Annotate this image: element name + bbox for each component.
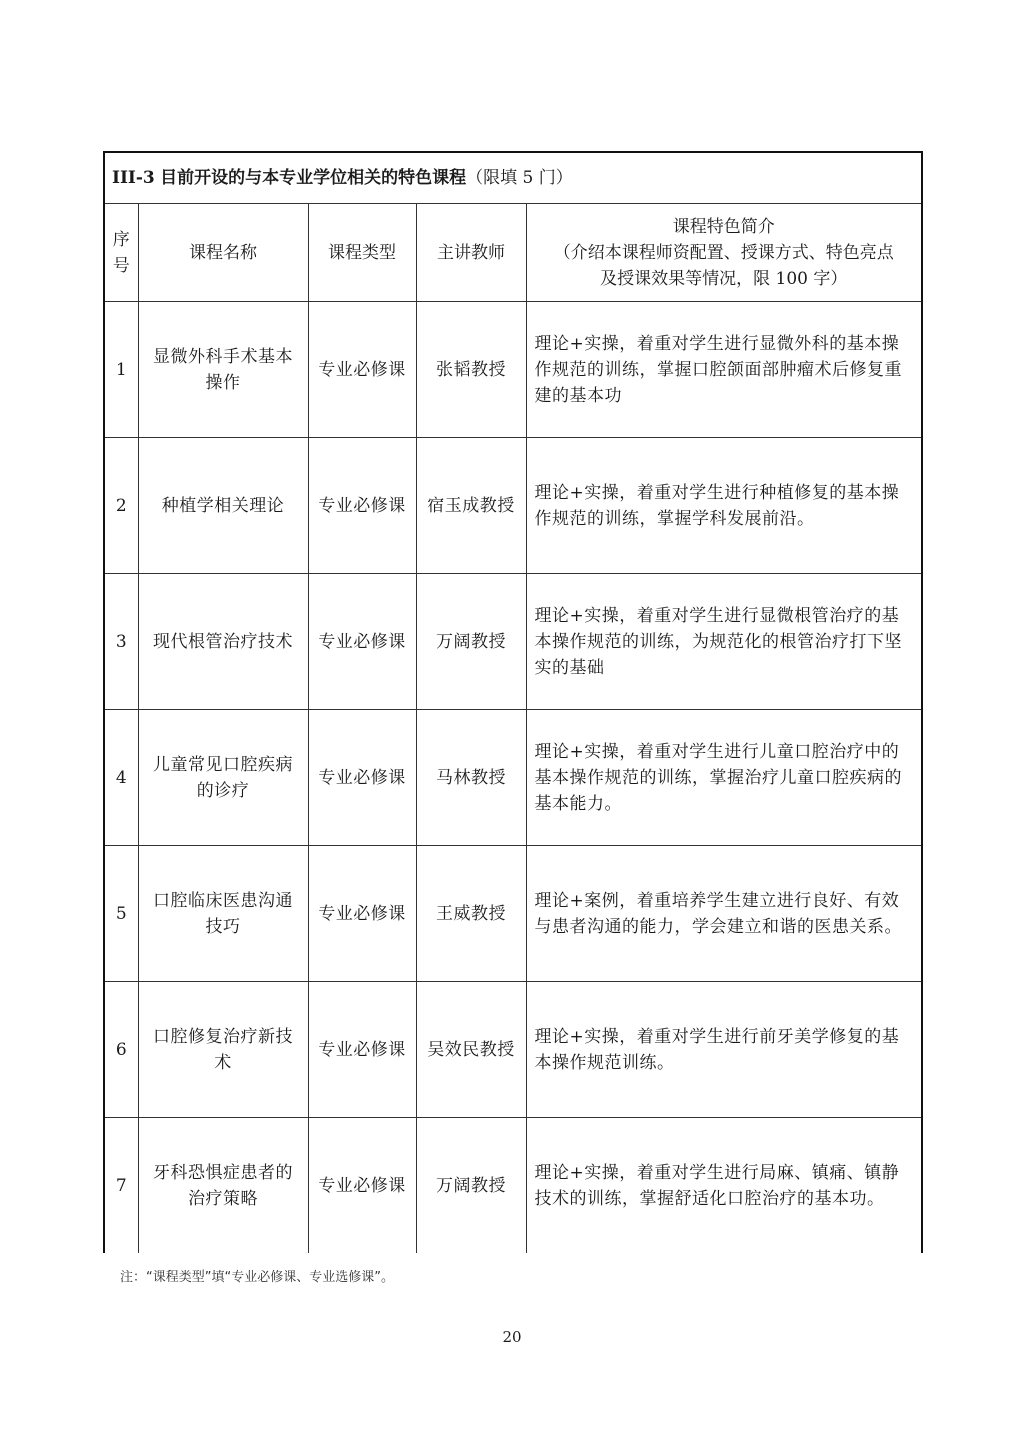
- header-course-type: 课程类型: [308, 204, 416, 302]
- course-index: 1: [104, 302, 138, 438]
- course-description: 理论+实操，着重对学生进行种植修复的基本操作规范的训练，掌握学科发展前沿。: [526, 438, 922, 574]
- course-description: 理论+实操，着重对学生进行局麻、镇痛、镇静技术的训练，掌握舒适化口腔治疗的基本功。: [526, 1118, 922, 1254]
- header-index: 序号: [104, 204, 138, 302]
- section-limit-note: （限填 5 门）: [466, 168, 573, 188]
- course-type: 专业必修课: [308, 574, 416, 710]
- course-index: 6: [104, 982, 138, 1118]
- table-row: [104, 438, 922, 574]
- course-type: 专业必修课: [308, 710, 416, 846]
- course-name: 显微外科手术基本操作: [138, 302, 308, 438]
- course-teacher: 吴效民教授: [416, 982, 526, 1118]
- section-heading: 目前开设的与本专业学位相关的特色课程: [160, 168, 467, 188]
- table-row: [104, 1118, 922, 1254]
- table-row: [104, 574, 922, 710]
- page-number: 20: [502, 1328, 522, 1346]
- course-description: 理论+实操，着重对学生进行前牙美学修复的基本操作规范训练。: [526, 982, 922, 1118]
- course-description: 理论+实操，着重对学生进行显微外科的基本操作规范的训练，掌握口腔颌面部肿瘤术后修复重建的基本功: [526, 302, 922, 438]
- course-type: 专业必修课: [308, 1118, 416, 1254]
- header-desc-line2: （介绍本课程师资配置、授课方式、特色亮点: [553, 242, 894, 263]
- course-type: 专业必修课: [308, 302, 416, 438]
- course-index: 7: [104, 1118, 138, 1254]
- course-index: 5: [104, 846, 138, 982]
- header-teacher: 主讲教师: [416, 204, 526, 302]
- course-type: 专业必修课: [308, 982, 416, 1118]
- table-row: [104, 846, 922, 982]
- course-description: 理论+实操，着重对学生进行显微根管治疗的基本操作规范的训练，为规范化的根管治疗打下坚实的基础: [526, 574, 922, 710]
- course-index: 2: [104, 438, 138, 574]
- course-name: 现代根管治疗技术: [138, 574, 308, 710]
- table-row: [104, 302, 922, 438]
- course-index: 4: [104, 710, 138, 846]
- course-name: 牙科恐惧症患者的治疗策略: [138, 1118, 308, 1254]
- course-name: 口腔临床医患沟通技巧: [138, 846, 308, 982]
- table-row: [104, 982, 922, 1118]
- table-header-row: [104, 204, 922, 302]
- header-desc-line3: 及授课效果等情况，限 100 字）: [600, 268, 848, 289]
- section-code: III-3: [112, 168, 155, 188]
- footnote: 注：“课程类型”填“专业必修课、专业选修课”。: [120, 1270, 394, 1285]
- course-name: 口腔修复治疗新技术: [138, 982, 308, 1118]
- course-description: 理论+实操，着重对学生进行儿童口腔治疗中的基本操作规范的训练，掌握治疗儿童口腔疾病的基本能力。: [526, 710, 922, 846]
- header-course-name: 课程名称: [138, 204, 308, 302]
- course-teacher: 马林教授: [416, 710, 526, 846]
- course-index: 3: [104, 574, 138, 710]
- course-teacher: 王威教授: [416, 846, 526, 982]
- course-name: 种植学相关理论: [138, 438, 308, 574]
- section-title: [104, 152, 922, 204]
- course-type: 专业必修课: [308, 846, 416, 982]
- course-description: 理论+案例，着重培养学生建立进行良好、有效与患者沟通的能力，学会建立和谐的医患关系。: [526, 846, 922, 982]
- header-desc-line1: 课程特色简介: [672, 216, 775, 237]
- course-teacher: 万阔教授: [416, 1118, 526, 1254]
- header-description: [526, 204, 922, 302]
- course-name: 儿童常见口腔疾病的诊疗: [138, 710, 308, 846]
- course-type: 专业必修课: [308, 438, 416, 574]
- course-teacher: 宿玉成教授: [416, 438, 526, 574]
- featured-courses-table: [103, 151, 923, 1253]
- course-teacher: 万阔教授: [416, 574, 526, 710]
- table-row: [104, 710, 922, 846]
- course-teacher: 张韬教授: [416, 302, 526, 438]
